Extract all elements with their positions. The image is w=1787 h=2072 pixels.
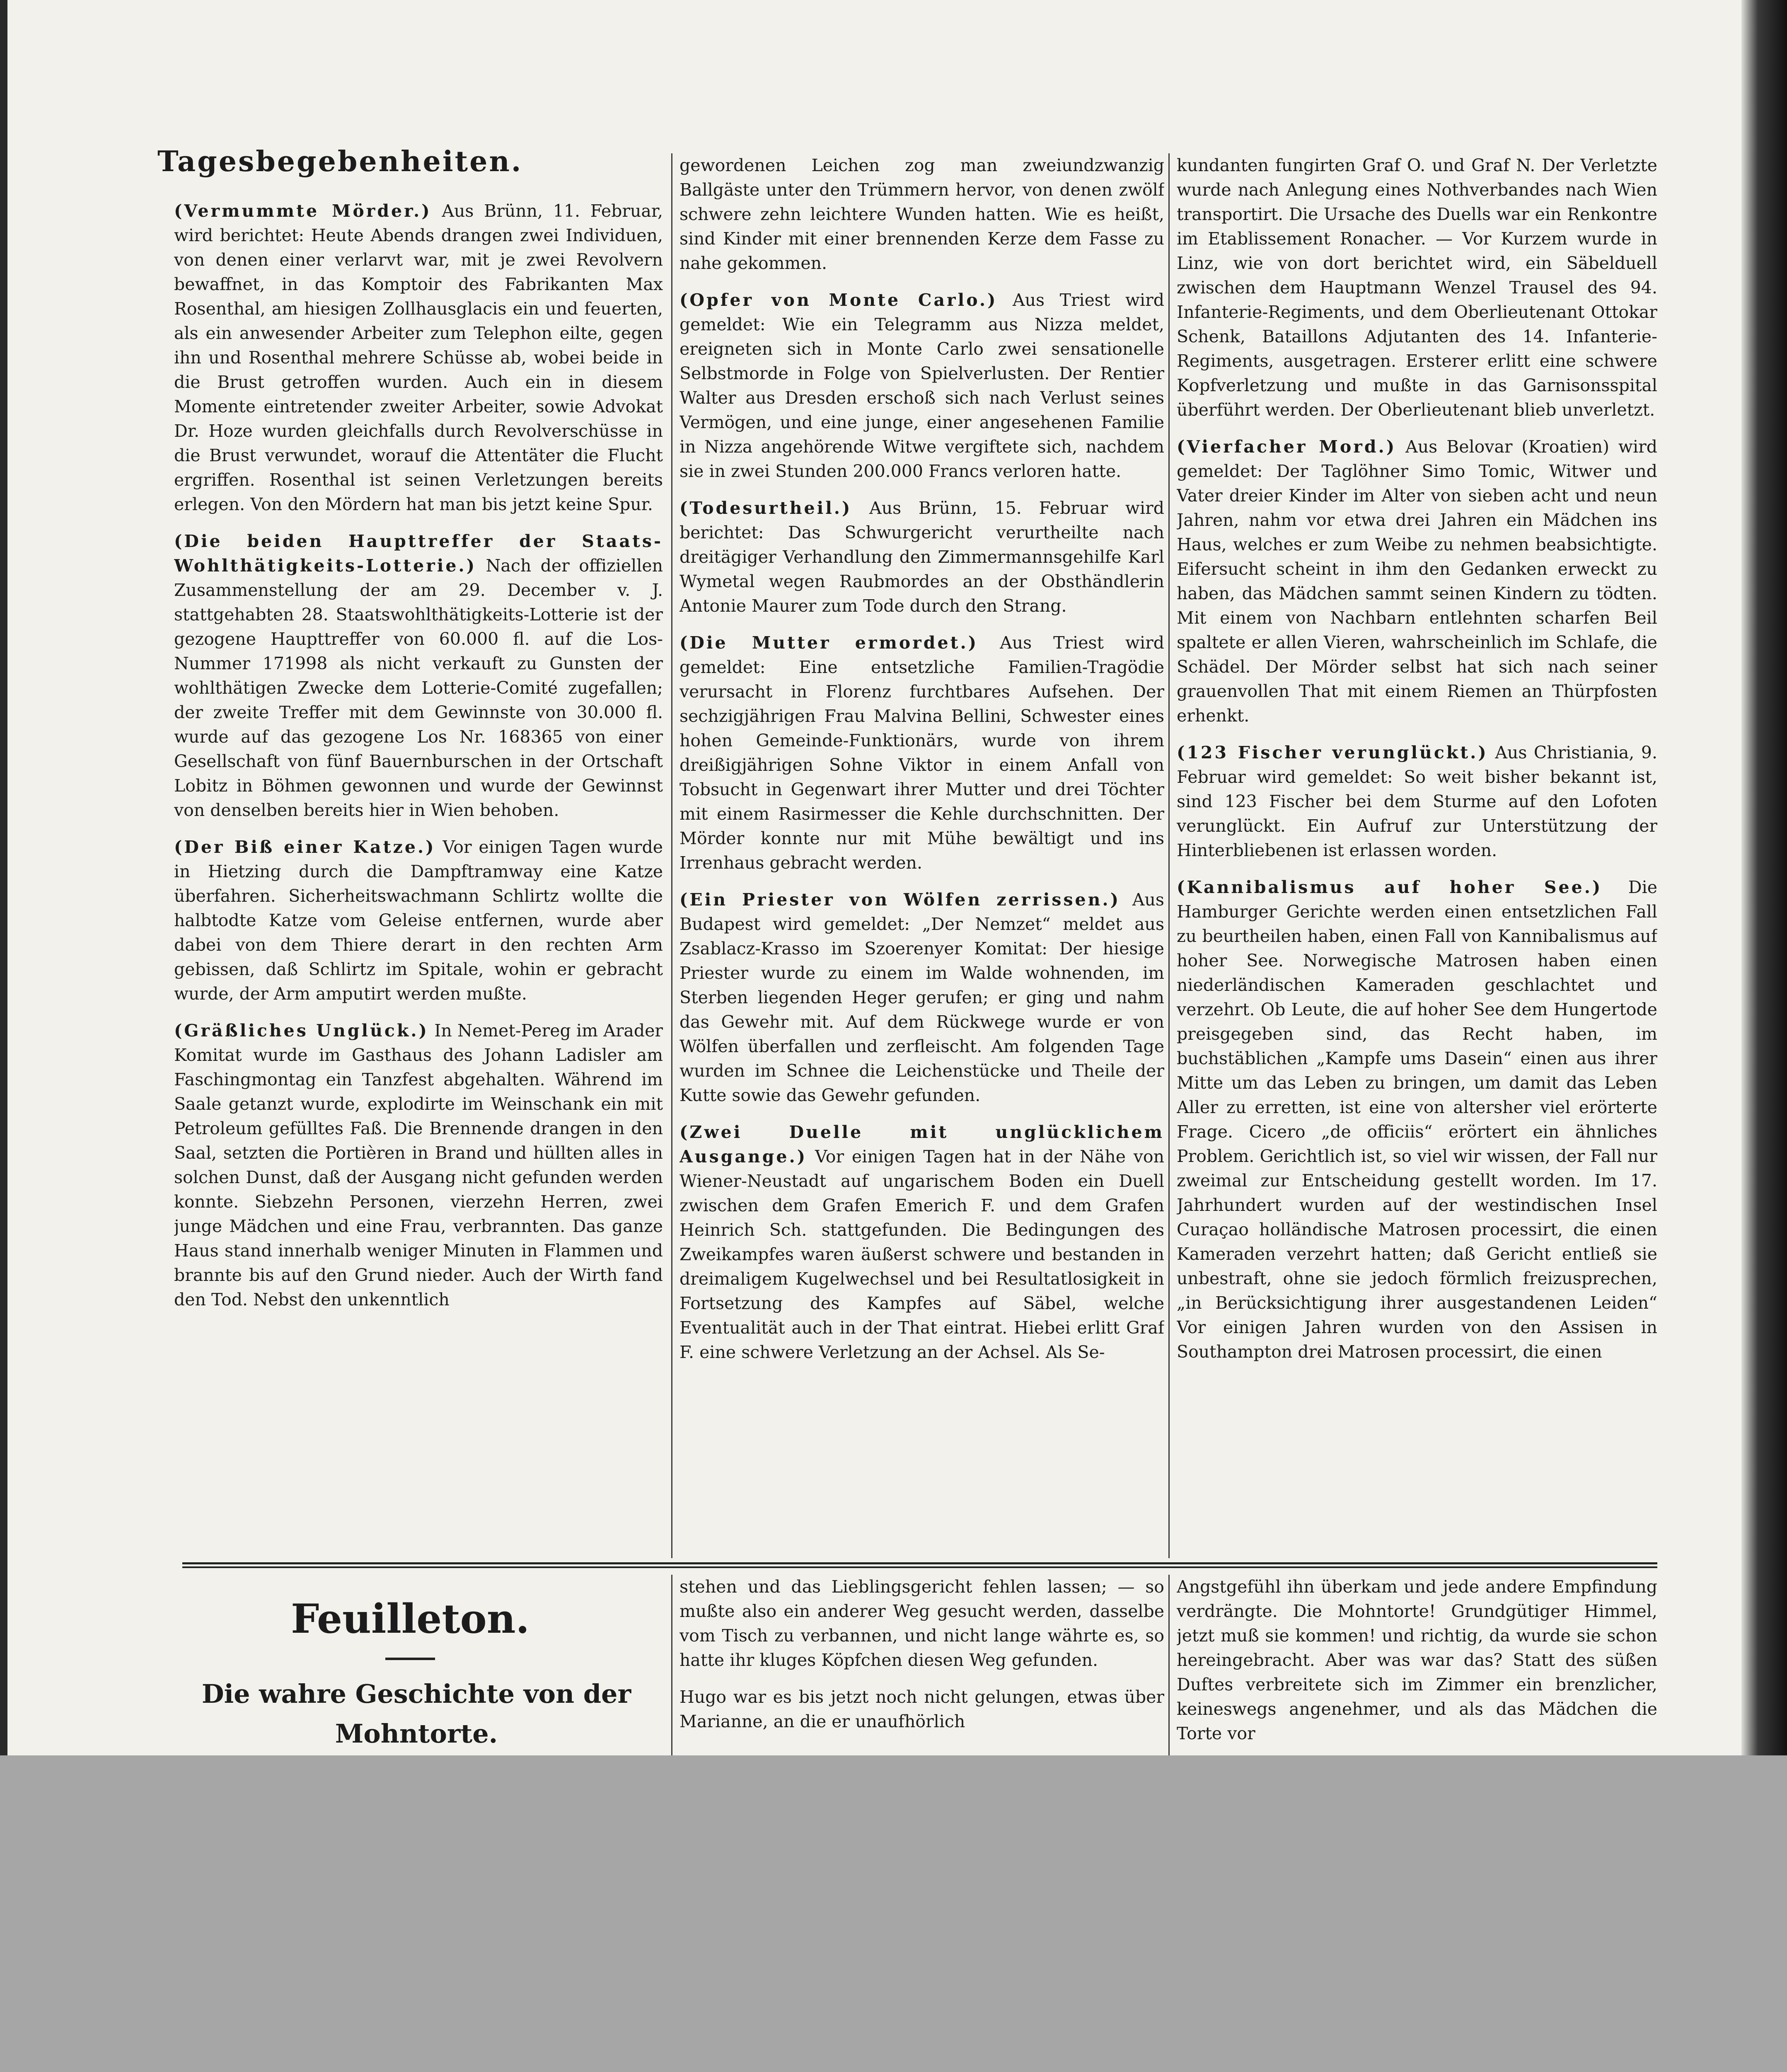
article-body: gewordenen Leichen zog man zweiundzwanzig Ballgäste unter den Trümmern hervor, von denen zwölf schwere zehn leichtere Wunden hatten. Wie es heißt, sind Kinder mit einer brennenden Kerze dem Fasse zu nahe gekommen. [679,155,1164,273]
article-body: Aus Brünn, 11. Februar, wird berichtet: Heute Abends drangen zwei Individuen, von denen einer verlarvt war, mit je zwei Revolvern bewaffnet, in das Komptoir des Fabrikanten Max Rosenthal, am hiesigen Zollhausglacis ein und feuerten, als ein anwesender Arbeiter zum Telephon eilte, gegen ihn und Rosenthal mehrere Schüsse ab, wobei beide in die Brust getroffen wurden. Auch ein in diesem Momente eintretender zweiter Arbeiter, sowie Advokat Dr. Hoze wurden gleichfalls durch Revolverschüsse in die Brust verwundet, worauf die Attentäter die Flucht ergriffen. Rosenthal ist seinen Verletzungen bereits erlegen. Von den Mördern hat man bis jetzt keine Spur. [174,201,663,514]
article-headline: (123 Fischer verunglückt.) [1177,743,1488,762]
article-body: Vor einigen Tagen hat in der Nähe von Wiener-Neustadt auf ungarischem Boden ein Duell zwischen dem Grafen Emerich F. und dem Grafen Heinrich Sch. stattgefunden. Die Bedingungen des Zweikampfes waren äußerst schwere und bestanden in dreimaligem Kugelwechsel und bei Resultatlosigkeit in Fortsetzung des Kampfes auf Säbel, welche Eventualität auch in der That eintrat. Hiebei erlitt Graf F. eine schwere Verletzung an der Achsel. Als Se- [679,1147,1164,1362]
article-headline: (Gräßliches Unglück.) [174,1021,429,1041]
article [174,529,663,823]
column-1 [174,199,663,1558]
article-headline: (Kannibalismus auf hoher See.) [1177,877,1603,897]
article [174,835,663,1006]
article-body: Aus Brünn, 15. Februar wird berichtet: Das Schwurgericht verurtheilte nach dreitägiger Verhandlung den Zimmermannsgehilfe Karl Wymetal wegen Raubmordes an der Obsthändlerin Antonie Maurer zum Tode durch den Strang. [679,498,1164,616]
article-headline: (Zwei Duelle mit unglücklichem Ausgange.) [679,1122,1164,1167]
article [174,1019,663,1312]
title-rule [385,1658,435,1660]
article [1177,741,1657,863]
article-body: Aus Triest wird gemeldet: Wie ein Telegramm aus Nizza meldet, ereigneten sich in Monte Carlo zwei sensationelle Selbstmorde in Folge von Spielverlusten. Der Rentier Walter aus Dresden erschoß sich nach Verlust seines Vermögen, und eine junge, einer angesehenen Familie in Nizza angehörende Witwe vergiftete sich, nachdem sie in zwei Stunden 200.000 Francs verloren hatte. [679,290,1164,481]
article [679,631,1164,875]
feuilleton-title: Feuilleton. [291,1595,530,1642]
feuilleton-column-3 [1177,1575,1657,1755]
article [679,1120,1164,1365]
feuilleton-text: Angstgefühl ihn überkam und jede andere Empfindung verdrängte. Die Mohntorte! Grundgütiger Himmel, jetzt muß sie kommen! und richtig, da wurde sie schon hereingebracht. Aber was war das? Statt des süßen Duftes verbreitete sich im Zimmer ein brenzlicher, keineswegs angenehmer, und als das Mädchen die Torte vor [1177,1577,1657,1743]
article-headline: (Vermummte Mörder.) [174,201,432,221]
feuilleton-divider [182,1562,1657,1568]
section-title: Tagesbegebenheiten. [157,145,523,178]
column-divider [1168,1575,1170,1755]
article [679,888,1164,1108]
article-body: Aus Triest wird gemeldet: Eine entsetzliche Familien-Tragödie verursacht in Florenz furchtbares Aufsehen. Der sechzigjährigen Frau Malvina Bellini, Schwester eines hohen Gemeinde-Funktionärs, wurde von ihrem dreißigjährigen Sohne Viktor in einem Anfall von Tobsucht in Gegenwart ihrer Mutter und drei Töchter mit einem Rasirmesser die Kehle durchschnitten. Der Mörder konnte nur mit Mühe bewältigt und ins Irrenhaus gebracht werden. [679,633,1164,873]
article-body: Aus Belovar (Kroatien) wird gemeldet: Der Taglöhner Simo Tomic, Witwer und Vater dreier Kinder im Alter von sieben acht und neun Jahren, nahm vor etwa drei Jahren ein Mädchen ins Haus, welches er zum Weibe zu nehmen beabsichtigte. Eifersucht scheint in ihm den Gedanken erweckt zu haben, das Mädchen sammt seinen Kindern zu tödten. Mit einem von Nachbarn entlehnten scharfen Beil spaltete er allen Vieren, wahrscheinlich im Schlafe, die Schädel. Der Mörder selbst hat sich nach seiner grauenvollen That mit einem Riemen an Thürpfosten erhenkt. [1177,437,1657,726]
column-divider [671,1575,672,1755]
article [1177,153,1657,422]
article-headline: (Opfer von Monte Carlo.) [679,290,998,310]
article [679,153,1164,276]
column-2 [679,153,1164,1558]
scan-left-edge [0,0,7,1755]
article-body: Aus Budapest wird gemeldet: „Der Nemzet“ meldet aus Zsablacz-Krasso im Szoerenyer Komitat: Der hiesige Priester wurde zu einem im Walde wohnenden, im Sterben liegenden Heger gerufen; er ging und nahm das Gewehr mit. Auf dem Rückwege wurde er von Wölfen überfallen und zerfleischt. Am folgenden Tage wurden im Schnee die Leichenstücke und Theile der Kutte sowie das Gewehr gefunden. [679,890,1164,1105]
article-headline: (Vierfacher Mord.) [1177,437,1397,457]
article-body: Aus Christiania, 9. Februar wird gemeldet: So weit bisher bekannt ist, sind 123 Fischer bei dem Sturme auf den Lofoten verunglückt. Ein Aufruf zur Unterstützung der Hinterbliebenen ist erlassen worden. [1177,743,1657,860]
article-body: kundanten fungirten Graf O. und Graf N. Der Verletzte wurde nach Anlegung eines Nothverbandes nach Wien transportirt. Die Ursache des Duells war ein Renkontre im Etablissement Ronacher. — Vor Kurzem wurde in Linz, wie von dort berichtet wird, ein Säbelduell zwischen dem Hauptmann Wenzel Trausel des 94. Infanterie-Regiments, und dem Oberlieutenant Ottokar Schenk, Bataillons Adjutanten des 14. Infanterie-Regiments, ausgetragen. Ersterer erlitt eine schwere Kopfverletzung und mußte in das Garnisonsspital überführt werden. Der Oberlieutenant blieb unverletzt. [1177,155,1657,420]
article [679,496,1164,618]
article-body: Die Hamburger Gerichte werden einen entsetzlichen Fall zu beurtheilen haben, einen Fall von Kannibalismus auf hoher See. Norwegische Matrosen haben einen niederländischen Kameraden geschlachtet und verzehrt. Ob Leute, die auf hoher See dem Hungertode preisgegeben sind, das Recht haben, im buchstäblichen „Kampfe ums Dasein“ einen aus ihrer Mitte um das Leben zu bringen, um damit das Leben Aller zu erretten, ist eine von altersher viel erörterte Frage. Cicero „de officiis“ erörtert ein ähnliches Problem. Gerichtlich ist, so viel wir wissen, der Fall nur zweimal zur Entscheidung gestellt worden. Im 17. Jahrhundert wurden auf der westindischen Insel Curaçao holländische Matrosen processirt, die einen Kameraden verzehrt hatten; daß Gericht entließ sie unbestraft, ohne sie jedoch förmlich freizusprechen, „in Berücksichtigung ihrer ausgestandenen Leiden“ Vor einigen Jahren wurden von den Assisen in Southampton drei Matrosen processirt, die einen [1177,877,1657,1362]
article-body: In Nemet-Pereg im Arader Komitat wurde im Gasthaus des Johann Ladisler am Faschingmontag ein Tanzfest abgehalten. Während im Saale getanzt wurde, explodirte im Weinschank ein mit Petroleum gefülltes Faß. Die Brennende drangen in den Saal, setzten die Portièren in Brand und hüllten alles in solchen Dunst, daß der Ausgang nicht gefunden werden konnte. Siebzehn Personen, vierzehn Herren, zwei junge Mädchen und eine Frau, verbrannten. Das ganze Haus stand innerhalb weniger Minuten in Flammen und brannte bis auf den Grund nieder. Auch der Wirth fand den Tod. Nebst den unkenntlich [174,1021,663,1310]
article [1177,875,1657,1364]
article [1177,435,1657,728]
feuilleton-text: stehen und das Lieblingsgericht fehlen lassen; — so mußte also ein anderer Weg gesucht werden, dasselbe vom Tisch zu verbannen, und nicht lange währte es, so hatte ihr kluges Köpfchen diesen Weg gefunden. [679,1577,1164,1670]
article [174,199,663,517]
article-body: Nach der offiziellen Zusammenstellung der am 29. December v. J. stattgehabten 28. Staatswohlthätigkeits-Lotterie ist der gezogene Haupttreffer von 60.000 fl. auf die Los-Nummer 171998 als nicht verkauft zu Gunsten der wohlthätigen Zwecke dem Lotterie-Comité zugefallen; der zweite Treffer mit dem Gewinnste von 30.000 fl. wurde auf das gezogene Los Nr. 168365 von einer Gesellschaft von fünf Bauernburschen in der Ortschaft Lobitz in Böhmen gewonnen und wurde der Gewinnst von denselben bereits hier in Wien behoben. [174,556,663,820]
article [679,288,1164,484]
article-body: Vor einigen Tagen wurde in Hietzing durch die Dampftramway eine Katze überfahren. Sicherheitswachmann Schlirtz wollte die halbtodte Katze vom Geleise entfernen, wurde aber dabei von dem Thiere derart in den rechten Arm gebissen, daß Schlirtz im Spitale, wohin er gebracht wurde, der Arm amputirt werden mußte. [174,837,663,1004]
article-headline: (Die Mutter ermordet.) [679,633,979,653]
article-headline: (Todesurtheil.) [679,498,852,518]
column-divider [671,153,672,1558]
column-divider [1168,153,1170,1558]
article-headline: (Ein Priester von Wölfen zerrissen.) [679,890,1121,910]
feuilleton-column-2 [679,1575,1164,1755]
feuilleton-subtitle: Die wahre Geschichte von der Mohntorte. [201,1679,631,1749]
article-headline: (Die beiden Haupttreffer der Staats-Wohlthätigkeits-Lotterie.) [174,531,663,576]
column-3 [1177,153,1657,1558]
feuilleton-text: Hugo war es bis jetzt noch nicht gelungen, etwas über Marianne, an die er unaufhörlich [679,1687,1164,1731]
article-headline: (Der Biß einer Katze.) [174,837,436,857]
scan-right-edge [1741,0,1787,1755]
